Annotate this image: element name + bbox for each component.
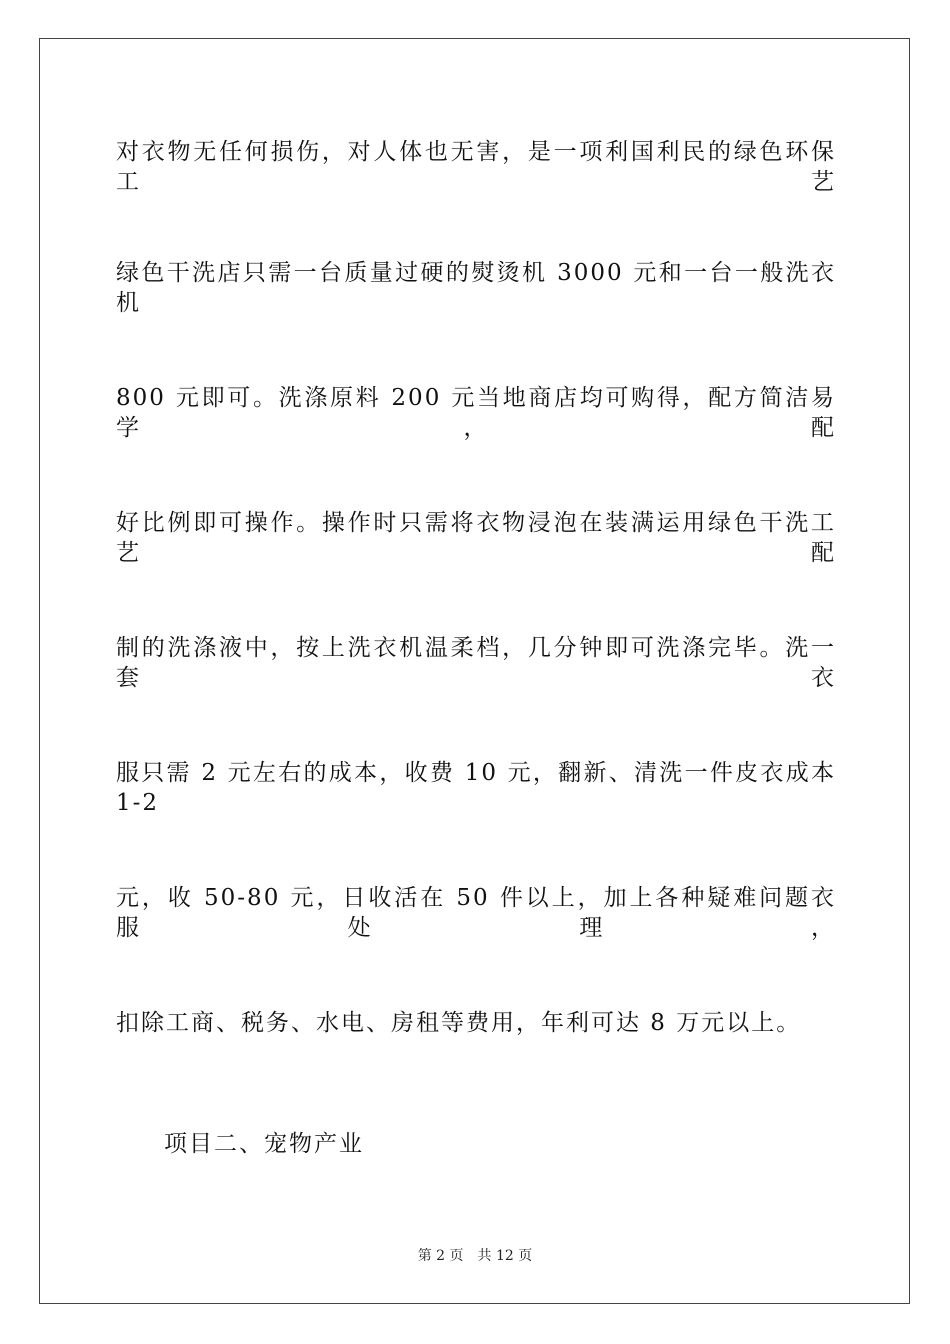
body-text-line-2: 绿色干洗店只需一台质量过硬的熨烫机 3000 元和一台一般洗衣机 [116, 260, 836, 316]
body-text-line-6: 服只需 2 元左右的成本，收费 10 元，翻新、清洗一件皮衣成本 1-2 [116, 760, 836, 816]
body-text-line-7: 元，收 50-80 元，日收活在 50 件以上，加上各种疑难问题衣服处理， [116, 885, 836, 941]
body-text-line-1: 对衣物无任何损伤，对人体也无害，是一项利国利民的绿色环保工艺 [116, 139, 836, 195]
page-footer [0, 1247, 950, 1265]
body-text-line-4: 好比例即可操作。操作时只需将衣物浸泡在装满运用绿色干洗工艺配 [116, 510, 836, 566]
body-text-line-8: 扣除工商、税务、水电、房租等费用，年利可达 8 万元以上。 [116, 1010, 802, 1036]
page-number: 第 2 页 [417, 1248, 464, 1264]
section-heading: 项目二、宠物产业 [164, 1131, 364, 1157]
body-text-line-3: 800 元即可。洗涤原料 200 元当地商店均可购得，配方简洁易学，配 [116, 385, 836, 441]
page-total: 共 12 页 [477, 1248, 533, 1264]
body-text-line-5: 制的洗涤液中，按上洗衣机温柔档，几分钟即可洗涤完毕。洗一套衣 [116, 635, 836, 691]
